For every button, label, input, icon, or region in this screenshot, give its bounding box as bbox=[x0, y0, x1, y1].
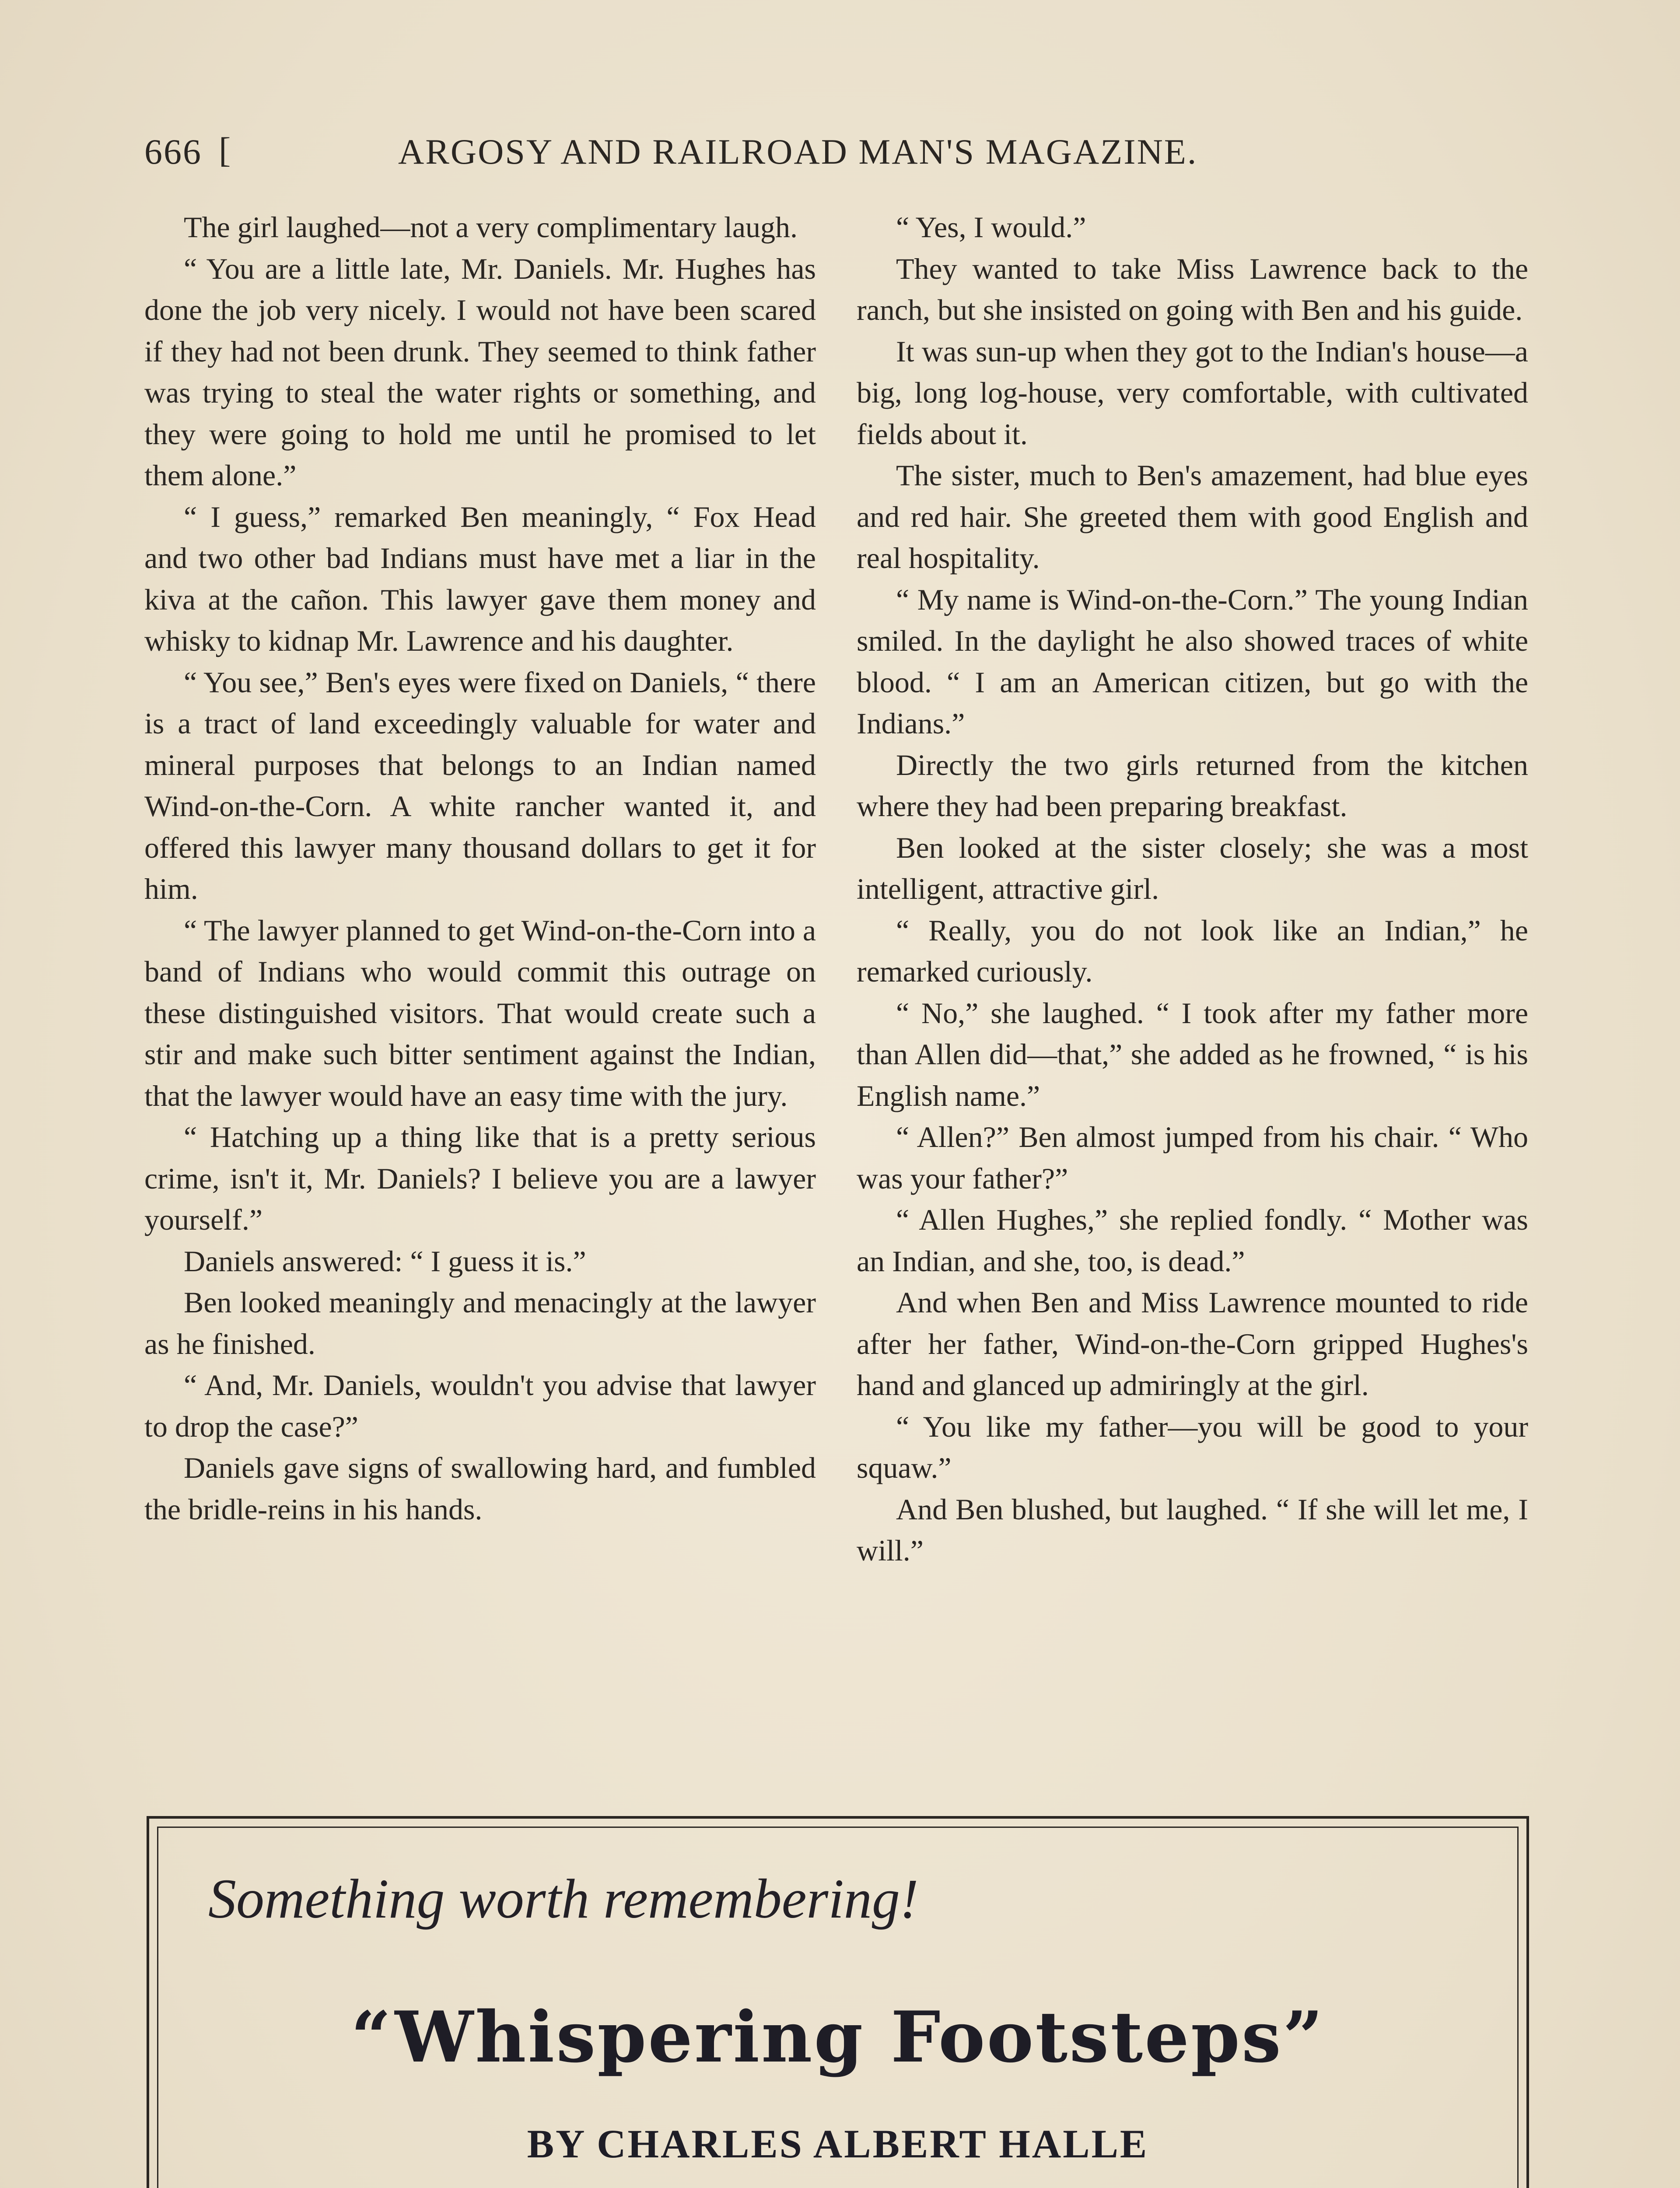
paragraph: The sister, much to Ben's amazement, had blue eyes and red hair. She greeted them with good English and real hospitality. bbox=[857, 459, 1528, 575]
paragraph: “ The lawyer planned to get Wind-on-the-Corn into a band of Indians who would commit this outrage on these distinguished visitors. That would create such a stir and make such bitter sentiment against the Indian, that the lawyer would have an easy time with the jury. bbox=[144, 913, 816, 1112]
paragraph: And Ben blushed, but laughed. “ If she will let me, I will.” bbox=[857, 1492, 1528, 1567]
paragraph: Daniels gave signs of swallowing hard, and fumbled the bridle-reins in his hands. bbox=[144, 1451, 816, 1526]
left-text-column bbox=[144, 207, 816, 1530]
paragraph: The girl laughed—not a very complimentary laugh. bbox=[184, 210, 798, 244]
paragraph: “ I guess,” remarked Ben meaningly, “ Fox Head and two other bad Indians must have met a liar in the kiva at the cañon. This lawyer gave them money and whisky to kidnap Mr. Lawrence and his daughter. bbox=[144, 500, 816, 657]
paragraph: Directly the two girls returned from the kitchen where they had been preparing breakfast. bbox=[857, 748, 1528, 823]
advertisement-box bbox=[147, 1816, 1529, 2188]
paragraph: “ Hatching up a thing like that is a pretty serious crime, isn't it, Mr. Daniels? I believe you are a lawyer yourself.” bbox=[144, 1120, 816, 1236]
paragraph: “ Really, you do not look like an Indian,” he remarked curiously. bbox=[857, 913, 1528, 988]
paragraph: It was sun-up when they got to the Indian's house—a big, long log-house, very comfortable, with cultivated fields about it. bbox=[857, 334, 1528, 451]
paragraph: “ You see,” Ben's eyes were fixed on Daniels, “ there is a tract of land exceedingly valuable for water and mineral purposes that belongs to an Indian named Wind-on-the-Corn. A white rancher wanted it, and offered this lawyer many thousand dollars to get it for him. bbox=[144, 665, 816, 905]
paragraph: “ Allen?” Ben almost jumped from his chair. “ Who was your father?” bbox=[857, 1120, 1528, 1195]
ad-byline: BY CHARLES ALBERT HALLE bbox=[527, 2121, 1149, 2166]
paragraph: Ben looked at the sister closely; she was a most intelligent, attractive girl. bbox=[857, 831, 1528, 905]
right-text-column bbox=[857, 207, 1528, 1571]
paragraph: “ And, Mr. Daniels, wouldn't you advise that lawyer to drop the case?” bbox=[144, 1368, 816, 1443]
paragraph: “ Allen Hughes,” she replied fondly. “ Mother was an Indian, and she, too, is dead.” bbox=[857, 1203, 1528, 1278]
paragraph: “ You are a little late, Mr. Daniels. Mr. Hughes has done the job very nicely. I would not have been scared if they had not been drunk. They seemed to think father was trying to steal the water rights or something, and they were going to hold me until he promised to let them alone.” bbox=[144, 252, 816, 492]
running-title: ARGOSY AND RAILROAD MAN'S MAGAZINE. bbox=[398, 132, 1198, 172]
paragraph: And when Ben and Miss Lawrence mounted to ride after her father, Wind-on-the-Corn gripped Hughes's hand and glanced up admiringly at the girl. bbox=[857, 1286, 1528, 1402]
page-header bbox=[144, 131, 1536, 179]
page-number: 666 bbox=[144, 132, 202, 172]
paragraph: Ben looked meaningly and menacingly at the lawyer as he finished. bbox=[144, 1286, 816, 1360]
paragraph: “ You like my father—you will be good to your squaw.” bbox=[857, 1410, 1528, 1484]
ad-tagline: Something worth remembering! bbox=[208, 1868, 919, 1930]
paragraph: “ My name is Wind-on-the-Corn.” The young Indian smiled. In the daylight he also showed traces of white blood. “ I am an American citizen, but go with the Indians.” bbox=[857, 582, 1528, 740]
paragraph: They wanted to take Miss Lawrence back to the ranch, but she insisted on going with Ben and his guide. bbox=[857, 252, 1528, 326]
paragraph: “ Yes, I would.” bbox=[896, 210, 1086, 244]
paragraph: Daniels answered: “ I guess it is.” bbox=[184, 1244, 586, 1278]
paragraph: “ No,” she laughed. “ I took after my father more than Allen did—that,” she added as he frowned, “ is his English name.” bbox=[857, 996, 1528, 1112]
ad-story-title: “Whispering Footsteps” bbox=[351, 1996, 1325, 2078]
page-number-bracket: [ bbox=[219, 130, 232, 170]
